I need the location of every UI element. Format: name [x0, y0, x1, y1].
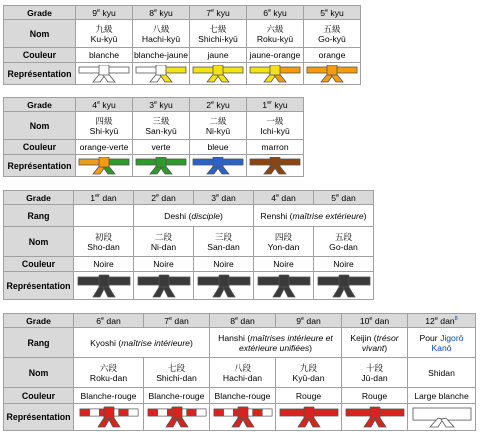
belt-shape — [280, 407, 338, 427]
name-cell: 二段 Ni-dan — [134, 227, 194, 257]
kyu-table-1 — [3, 5, 361, 85]
grade-cell: 1er dan — [74, 191, 134, 205]
rank-label: Rang — [4, 205, 74, 227]
belt-cell — [276, 404, 342, 431]
belt-icon — [213, 406, 273, 428]
belt-shape — [79, 157, 129, 174]
name-cell: 四段 Yon-dan — [254, 227, 314, 257]
rank-cell-deshi: Deshi (disciple) — [134, 205, 254, 227]
grade-cell: 3e dan — [194, 191, 254, 205]
grade-cell: 3e kyu — [133, 98, 190, 112]
color-cell: jaune — [190, 48, 247, 63]
name-cell: 十段 Jū-dan — [342, 358, 408, 388]
representation-label: Représentation — [4, 272, 74, 300]
rank-cell-hanshi: Hanshi (maîtrises intérieure et extérieure unifiées) — [210, 328, 342, 358]
belt-cell — [133, 155, 190, 177]
color-cell: Rouge — [276, 388, 342, 404]
name-cell: 五段 Go-dan — [314, 227, 374, 257]
color-cell: Noire — [134, 257, 194, 272]
grade-cell: 2e dan — [134, 191, 194, 205]
belt-icon — [147, 406, 207, 428]
name-cell: 三級 San-kyū — [133, 112, 190, 140]
rank-cell-renshi: Renshi (maîtrise extérieure) — [254, 205, 374, 227]
name-label: Nom — [4, 20, 76, 48]
belt-shape — [193, 65, 243, 82]
belt-shape — [193, 157, 243, 174]
belt-icon — [412, 406, 472, 428]
name-cell: 初段 Sho-dan — [74, 227, 134, 257]
grade-label: Grade — [4, 98, 76, 112]
belt-cell — [74, 272, 134, 300]
grade-label: Grade — [4, 314, 74, 328]
name-cell: 一級 Ichi-kyū — [247, 112, 304, 140]
belt-shape — [79, 65, 129, 82]
rank-cell-empty — [74, 205, 134, 227]
belt-icon — [257, 274, 311, 298]
grade-label: Grade — [4, 6, 76, 20]
color-cell: Rouge — [342, 388, 408, 404]
name-cell: 六段 Roku-dan — [74, 358, 144, 388]
grade-cell: 5e dan — [314, 191, 374, 205]
color-cell: blanche — [76, 48, 133, 63]
grade-cell: 8e kyu — [133, 6, 190, 20]
belt-shape — [78, 275, 130, 297]
belt-cell — [190, 63, 247, 85]
color-cell: Blanche-rouge — [74, 388, 144, 404]
name-cell: 三段 San-dan — [194, 227, 254, 257]
color-cell: Blanche-rouge — [144, 388, 210, 404]
name-cell: 四級 Shi-kyū — [76, 112, 133, 140]
belt-icon — [317, 274, 371, 298]
belt-cell — [408, 404, 476, 431]
representation-label: Représentation — [4, 155, 76, 177]
belt-shape — [258, 275, 310, 297]
color-cell: orange-verte — [76, 140, 133, 155]
belt-shape — [346, 407, 404, 427]
belt-cell — [247, 63, 304, 85]
belt-icon — [249, 65, 301, 83]
grade-cell: 5e kyu — [304, 6, 361, 20]
belt-shape — [250, 157, 300, 174]
color-label: Couleur — [4, 48, 76, 63]
belt-cell — [76, 155, 133, 177]
belt-icon — [79, 406, 139, 428]
belt-cell — [74, 404, 144, 431]
name-cell: 八段 Hachi-dan — [210, 358, 276, 388]
belt-icon — [192, 157, 244, 175]
color-label: Couleur — [4, 257, 74, 272]
belt-icon — [345, 406, 405, 428]
grade-cell: 7e kyu — [190, 6, 247, 20]
belt-shape — [136, 65, 186, 82]
color-cell: Noire — [194, 257, 254, 272]
belt-icon — [197, 274, 251, 298]
belt-icon — [279, 406, 339, 428]
name-cell: Shidan — [408, 358, 476, 388]
belt-cell — [210, 404, 276, 431]
name-label: Nom — [4, 112, 76, 140]
color-cell: verte — [133, 140, 190, 155]
color-cell: marron — [247, 140, 304, 155]
grade-label: Grade — [4, 191, 74, 205]
representation-label: Représentation — [4, 63, 76, 85]
rank-cell-keijin: Keijin (trésor vivant) — [342, 328, 408, 358]
belt-shape — [198, 275, 250, 297]
name-cell: 七段 Shichi-dan — [144, 358, 210, 388]
color-cell: orange — [304, 48, 361, 63]
name-label: Nom — [4, 358, 74, 388]
color-cell: Noire — [314, 257, 374, 272]
belt-shape — [136, 157, 186, 174]
belt-shape — [138, 275, 190, 297]
name-cell: 二級 Ni-kyū — [190, 112, 247, 140]
name-cell: 九段 Kyū-dan — [276, 358, 342, 388]
belt-cell — [247, 155, 304, 177]
grade-cell: 10e dan — [342, 314, 408, 328]
belt-icon — [137, 274, 191, 298]
belt-cell — [342, 404, 408, 431]
grade-cell: 4e kyu — [76, 98, 133, 112]
color-label: Couleur — [4, 140, 76, 155]
belt-icon — [78, 65, 130, 83]
belt-cell — [144, 404, 210, 431]
belt-cell — [76, 63, 133, 85]
color-cell: Noire — [254, 257, 314, 272]
name-cell: 七級 Shichi-kyū — [190, 20, 247, 48]
belt-cell — [194, 272, 254, 300]
rank-cell-kyoshi: Kyoshi (maîtrise intérieure) — [74, 328, 210, 358]
grade-cell: 7e dan — [144, 314, 210, 328]
belt-icon — [306, 65, 358, 83]
color-cell: Noire — [74, 257, 134, 272]
grade-cell: 2e kyu — [190, 98, 247, 112]
belt-icon — [135, 65, 187, 83]
belt-icon — [135, 157, 187, 175]
belt-cell — [254, 272, 314, 300]
dan-table-1 — [3, 190, 374, 300]
reference-link[interactable]: 8 — [454, 315, 458, 322]
belt-shape — [318, 275, 370, 297]
kyu-table-2 — [3, 97, 304, 177]
color-cell: jaune-orange — [247, 48, 304, 63]
grade-cell: 12e dan$^8$ — [408, 314, 476, 328]
belt-icon — [249, 157, 301, 175]
grade-cell: 9e kyu — [76, 6, 133, 20]
grade-cell: 9e dan — [276, 314, 342, 328]
dan-table-2 — [3, 313, 476, 431]
color-cell: Large blanche — [408, 388, 476, 404]
belt-icon — [192, 65, 244, 83]
belt-shape — [80, 407, 138, 427]
belt-cell — [134, 272, 194, 300]
grade-cell: 4e dan — [254, 191, 314, 205]
color-label: Couleur — [4, 388, 74, 404]
belt-shape — [307, 65, 357, 82]
rank-label: Rang — [4, 328, 74, 358]
color-cell: Blanche-rouge — [210, 388, 276, 404]
belt-icon — [78, 157, 130, 175]
grade-cell: 8e dan — [210, 314, 276, 328]
belt-shape — [148, 407, 206, 427]
belt-cell — [304, 63, 361, 85]
color-cell: bleue — [190, 140, 247, 155]
name-cell: 八級 Hachi-kyū — [133, 20, 190, 48]
belt-shape — [214, 407, 272, 427]
grade-cell: 6e dan — [74, 314, 144, 328]
belt-cell — [314, 272, 374, 300]
name-label: Nom — [4, 227, 74, 257]
belt-cell — [133, 63, 190, 85]
belt-icon — [77, 274, 131, 298]
representation-label: Représentation — [4, 404, 74, 431]
grade-cell: 6e kyu — [247, 6, 304, 20]
belt-shape — [413, 408, 471, 427]
grade-cell: 1er kyu — [247, 98, 304, 112]
jigoro-kano-link[interactable]: Jigorō Kanō — [431, 332, 464, 353]
name-cell: 九級 Ku-kyū — [76, 20, 133, 48]
belt-shape — [250, 65, 300, 82]
name-cell: 五級 Go-kyū — [304, 20, 361, 48]
belt-cell — [190, 155, 247, 177]
rank-cell-kano: Pour Jigorō Kanō — [408, 328, 476, 358]
name-cell: 六級 Roku-kyū — [247, 20, 304, 48]
color-cell: blanche-jaune — [133, 48, 190, 63]
